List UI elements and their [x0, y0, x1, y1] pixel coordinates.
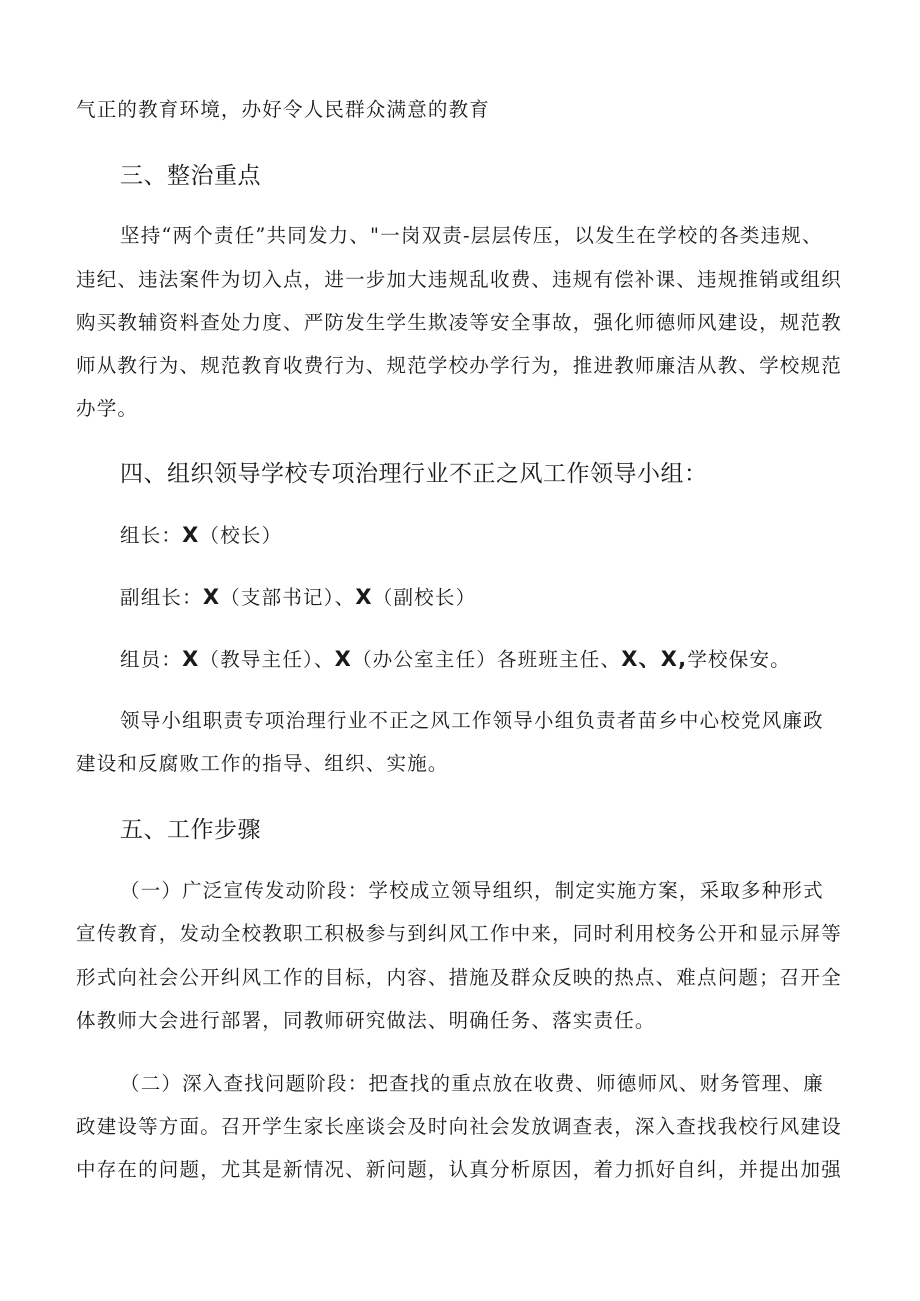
text-line: 办学。	[76, 397, 139, 420]
member-line-deputy	[120, 584, 476, 611]
deputy-name-1: X	[202, 585, 221, 609]
text-line: 体教师大会进行部署，同教师研究做法、明确任务、落实责任。	[76, 1009, 656, 1032]
member-line-leader	[120, 522, 282, 549]
deputy-label: 副组长：	[120, 586, 203, 609]
text-line: 宣传教育，发动全校教职工积极参与到纠风工作中来，同时利用校务公开和显示屏等	[76, 922, 842, 945]
section-heading-3: 三、整治重点	[120, 163, 261, 189]
member-line-members	[120, 646, 791, 673]
deputy-name-2: X	[355, 585, 373, 609]
member-name-1: X	[182, 647, 200, 671]
deputy-role-1: （支部书记）、	[220, 586, 356, 609]
member-name-2: X	[334, 647, 353, 671]
text-line: 违纪、违法案件为切入点，进一步加大违规乱收费、违规有偿补课、违规推销或组织	[76, 268, 842, 291]
text-line: 形式向社会公开纠风工作的目标，内容、措施及群众反映的热点、难点问题；召开全	[76, 966, 842, 989]
text-line: 建设和反腐败工作的指导、组织、实施。	[76, 752, 449, 775]
text-line: 政建设等方面。召开学生家长座谈会及时向社会发放调查表，深入查找我校行风建设	[76, 1115, 842, 1138]
text-line: 购买教辅资料查处力度、严防发生学生欺凌等安全事故，强化师德师风建设，规范教	[76, 311, 842, 334]
deputy-role-2: （副校长）	[372, 586, 477, 609]
text-line: 领导小组职责专项治理行业不正之风工作领导小组负责者苗乡中心校党风廉政	[120, 709, 824, 732]
leader-label: 组长：	[120, 524, 183, 547]
section-heading-4: 四、组织领导学校专项治理行业不正之风工作领导小组：	[120, 461, 708, 487]
member-label: 组员：	[120, 648, 183, 671]
member-role-1: （教导主任）、	[199, 648, 335, 671]
text-line: 气正的教育环境，办好令人民群众满意的教育	[76, 98, 491, 121]
leader-role: （校长）	[199, 524, 283, 547]
text-line: 中存在的问题，尤其是新情况、新问题，认真分析原因，着力抓好自纠，并提出加强	[76, 1158, 842, 1181]
text-line: 坚持“两个责任”共同发力、"一岗双责-层层传压，以发生在学校的各类违规、	[120, 224, 823, 247]
member-role-2: （办公室主任）各班班主任、	[352, 648, 622, 671]
text-line: （二）深入查找问题阶段：把查找的重点放在收费、师德师风、财务管理、廉	[120, 1072, 824, 1095]
section-heading-5: 五、工作步骤	[120, 817, 261, 843]
member-role-3: 学校保安。	[687, 648, 791, 671]
member-name-3: X、X,	[621, 647, 688, 671]
leader-name: X	[182, 523, 200, 547]
text-line: （一）广泛宣传发动阶段：学校成立领导组织，制定实施方案，采取多种形式	[120, 879, 824, 902]
text-line: 师从教行为、规范教育收费行为、规范学校办学行为，推进教师廉洁从教、学校规范	[76, 354, 842, 377]
